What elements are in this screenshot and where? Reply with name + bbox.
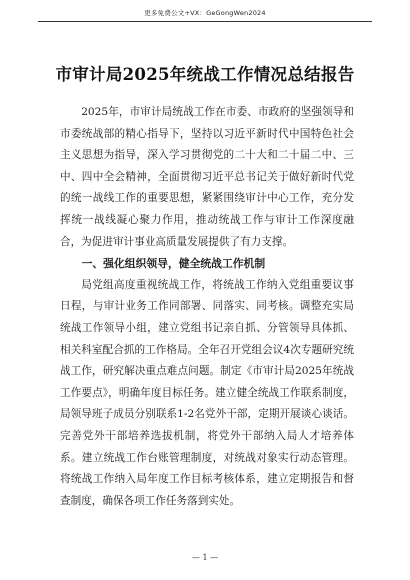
header-divider [38, 21, 372, 22]
document-title: 市审计局2025年统战工作情况总结报告 [55, 65, 355, 84]
section-paragraph: 局党组高度重视统战工作，将统战工作纳入党组重要议事日程，与审计业务工作同部署、同落实、同考核。调整充实局统战工作领导小组，建立党组书记亲自抓、分管领导具体抓、相关科室配合抓的工作格局。全年召开党组会议4次专题研究统战工作，研究解决重点难点问题。制定《市审计局2025年统战工作要点》，明确年度目标任务。建立健全统战工作联系制度，局领导班子成员分别联系1-2名党外干部，定期开展谈心谈话。完善党外干部培养选拔机制，将党外干部纳入局人才培养体系。建立统战工作台账管理制度，对统战对象实行动态管理。将统战工作纳入局年度工作目标考核体系，建立定期报告和督查制度，确保各项工作任务落到实处。 [60, 278, 354, 507]
section-heading: 一、强化组织领导，健全统战工作机制 [81, 257, 266, 271]
page-number: — 1 — [191, 553, 219, 562]
header-note: 更多免费公文+VX：GeGongWen2024 [144, 9, 266, 17]
intro-paragraph: 2025年，市审计局统战工作在市委、市政府的坚强领导和市委统战部的精心指导下，坚持以习近平新时代中国特色社会主义思想为指导，深入学习贯彻党的二十大和二十届二中、三中、四中全会精神，全面贯彻习近平总书记关于做好新时代党的统一战线工作的重要思想，紧紧围绕审计中心工作，充分发挥统一战线凝心聚力作用，推动统战工作与审计工作深度融合，为促进审计事业高质量发展提供了有力支撑。 [60, 106, 354, 248]
document-body [60, 102, 354, 512]
